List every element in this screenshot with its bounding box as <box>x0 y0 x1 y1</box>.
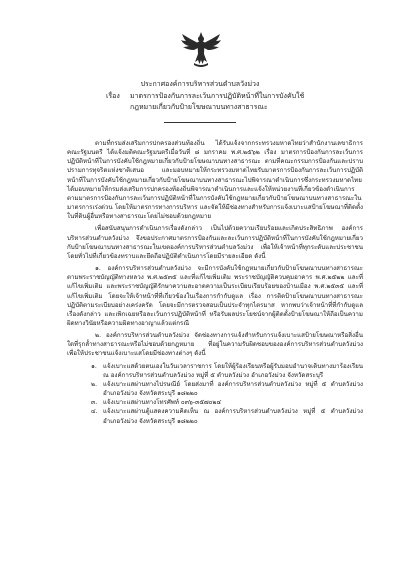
list-item <box>67 362 363 380</box>
announcement-header <box>0 79 400 113</box>
list-item <box>67 380 363 398</box>
subject-line <box>106 91 400 113</box>
subject-text: มาตรการป้องกันการละเว้นการปฏิบัติหน้าที่ในการบังคับใช้กฎหมายเกี่ยวกับป้ายโฆษณาบนทางสาธารณะ <box>130 92 305 111</box>
garuda-emblem-icon <box>180 30 222 70</box>
list-item-text: แจ้งเบาะแสด้วยตนเองในวันเวลาราชการ โดยให้ผู้ร้องเรียนหรือผู้รับมอบอำนาจเดินทางมาร้องเรียน ณ องค์การบริหารส่วนตำบลวังม่วง หมู่ที่ ๕ ตำบลวังม่วง อำเภอวังม่วง จังหวัดสระบุรี <box>103 362 363 379</box>
header-divider <box>164 122 236 123</box>
body-paragraph: ตามที่กรมส่งเสริมการปกครองส่วนท้องถิ่น ได้รับแจ้งจากกระทรวงมหาดไทยว่าสำนักงานเลขาธิการคณะรัฐมนตรี ได้แจ้งมติคณะรัฐมนตรีเมื่อวันที่ ๘ มกราคม พ.ศ.๒๕๖๒ เรื่อง มาตรการป้องกันการละเว้นการปฏิบัติหน้าที่ในการบังคับใช้กฎหมายเกี่ยวกับป้ายโฆษณาบนทางสาธารณะ ตามที่คณะกรรมการป้องกันและปราบปรามการทุจริตแห่งชาติเสนอ และมอบหมายให้กระทรวงมหาดไทยรับมาตรการป้องกันการละเว้นการปฏิบัติหน้าที่ในการบังคับใช้กฎหมายเกี่ยวกับป้ายโฆษณาบนทางสาธารณะไปพิจารณาดำเนินการซึ่งกระทรวงมหาดไทย ได้มอบหมายให้กรมส่งเสริมการปกครองท้องถิ่นพิจารณาดำเนินการและแจ้งให้หน่วยงานที่เกี่ยวข้องดำเนินการตามมาตรการป้องกันการละเว้นการปฏิบัติหน้าที่ในการบังคับใช้กฎหมายเกี่ยวกับป้ายโฆษณาบนทางสาธารณะในมาตรการเร่งด่วน โดยให้มาตรการทางการบริหาร และจัดให้มีช่องทางสำหรับการแจ้งเบาะแสป้ายโฆษณาที่ติดตั้งในที่ดินผู้อื่นหรือทางสาธารณะโดยไม่ชอบด้วยกฎหมาย <box>67 140 363 221</box>
list-item-number: ๔. <box>91 408 98 416</box>
body-paragraph: ๑. องค์การบริหารส่วนตำบลวังม่วง จะมีการบังคับใช้กฎหมายเกี่ยวกับป้ายโฆษณาบนทางสาธารณะตามพระราชบัญญัติทางหลวง พ.ศ.๒๕๓๕ และที่แก้ไขเพิ่มเติม พระราชบัญญัติควบคุมอาคาร พ.ศ.๒๕๒๒ และที่แก้ไขเพิ่มเติม และพระราชบัญญัติรักษาความสะอาดความเป็นระเบียบเรียบร้อยของบ้านเมือง พ.ศ.๒๕๓๕ และที่แก้ไขเพิ่มเติม โดยจะให้เจ้าหน้าที่ที่เกี่ยวข้องในเรื่องการกำกับดูแล เรื่อง การติดป้ายโฆษณาบนทางสาธารณะปฏิบัติตามระเบียบอย่างเคร่งครัด โดยจะมีการตรวจสอบเป็นประจำทุกไตรมาส หากพบว่าเจ้าหน้าที่ที่กำกับดูแลเรื่องดังกล่าว และเพิกเฉยหรือละเว้นการปฏิบัติหน้าที่ หรือรับผลประโยชน์จากผู้ติดตั้งป้ายโฆษณาให้ถือเป็นความผิดทางวินัยหรือความผิดทางอาญาแล้วแต่กรณี <box>67 265 363 327</box>
organization-title: ประกาศองค์การบริหารส่วนตำบลวังม่วง <box>140 80 260 88</box>
list-item-number: ๒. <box>91 380 98 388</box>
list-item <box>67 407 363 425</box>
list-item-text: แจ้งเบาะแสผ่านทางโทรศัพท์ ๐๓๖-๓๕๗๐๒๔ <box>103 399 222 407</box>
list-item-text: แจ้งเบาะแสผ่านตู้แสดงความคิดเห็น ณ องค์การบริหารส่วนตำบลวังม่วง หมู่ที่ ๕ ตำบลวังม่วง อำเภอวังม่วง จังหวัดสระบุรี ๑๘๒๒๐ <box>103 408 363 425</box>
body-paragraph: เพื่อสนับสนุนการดำเนินการเรื่องดังกล่าว เป็นไปด้วยความเรียบร้อยและเกิดประสิทธิภาพ องค์การบริหารส่วนตำบลวังม่วง จึงขอประกาศมาตรการป้องกันและละเว้นการปฏิบัติหน้าที่ในการบังคับใช้กฎหมายเกี่ยวกับป้ายโฆษณาบนทางสาธารณะในเขตองค์การบริหารส่วนตำบลวังม่วง เพื่อให้เจ้าหน้าที่ทุกระดับและประชาชนโดยทั่วไปที่เกี่ยวข้องทราบและยึดถือปฏิบัติดำเนินการโดยมีรายละเอียด ดังนี้ <box>67 225 363 260</box>
list-item <box>67 398 363 407</box>
announcement-body <box>67 139 363 426</box>
list-item-text: แจ้งเบาะแสผ่านทางไปรษณีย์ โดยส่งมาที่ องค์การบริหารส่วนตำบลวังม่วง หมู่ที่ ๕ ตำบลวังม่วง อำเภอวังม่วง จังหวัดสระบุรี ๑๘๒๒๐ <box>103 380 363 398</box>
list-item-number: ๑. <box>91 362 97 370</box>
reporting-channel-list <box>67 362 363 426</box>
subject-label: เรื่อง <box>106 92 120 100</box>
list-item-number: ๓. <box>91 399 98 407</box>
body-paragraph: ๒. องค์การบริหารส่วนตำบลวังม่วง จัดช่องทางการแจ้งสำหรับการแจ้งเบาะแสป้ายโฆษณาหรือสิ่งอื่นใดที่รุกล้ำทางสาธารณะหรือไม่ชอบด้วยกฎหมาย ที่อยู่ในความรับผิดชอบขององค์การบริหารส่วนตำบลวังม่วง เพื่อให้ประชาชนแจ้งเบาะแสโดยมีช่องทางต่างๆ ดังนี้ <box>67 332 363 358</box>
